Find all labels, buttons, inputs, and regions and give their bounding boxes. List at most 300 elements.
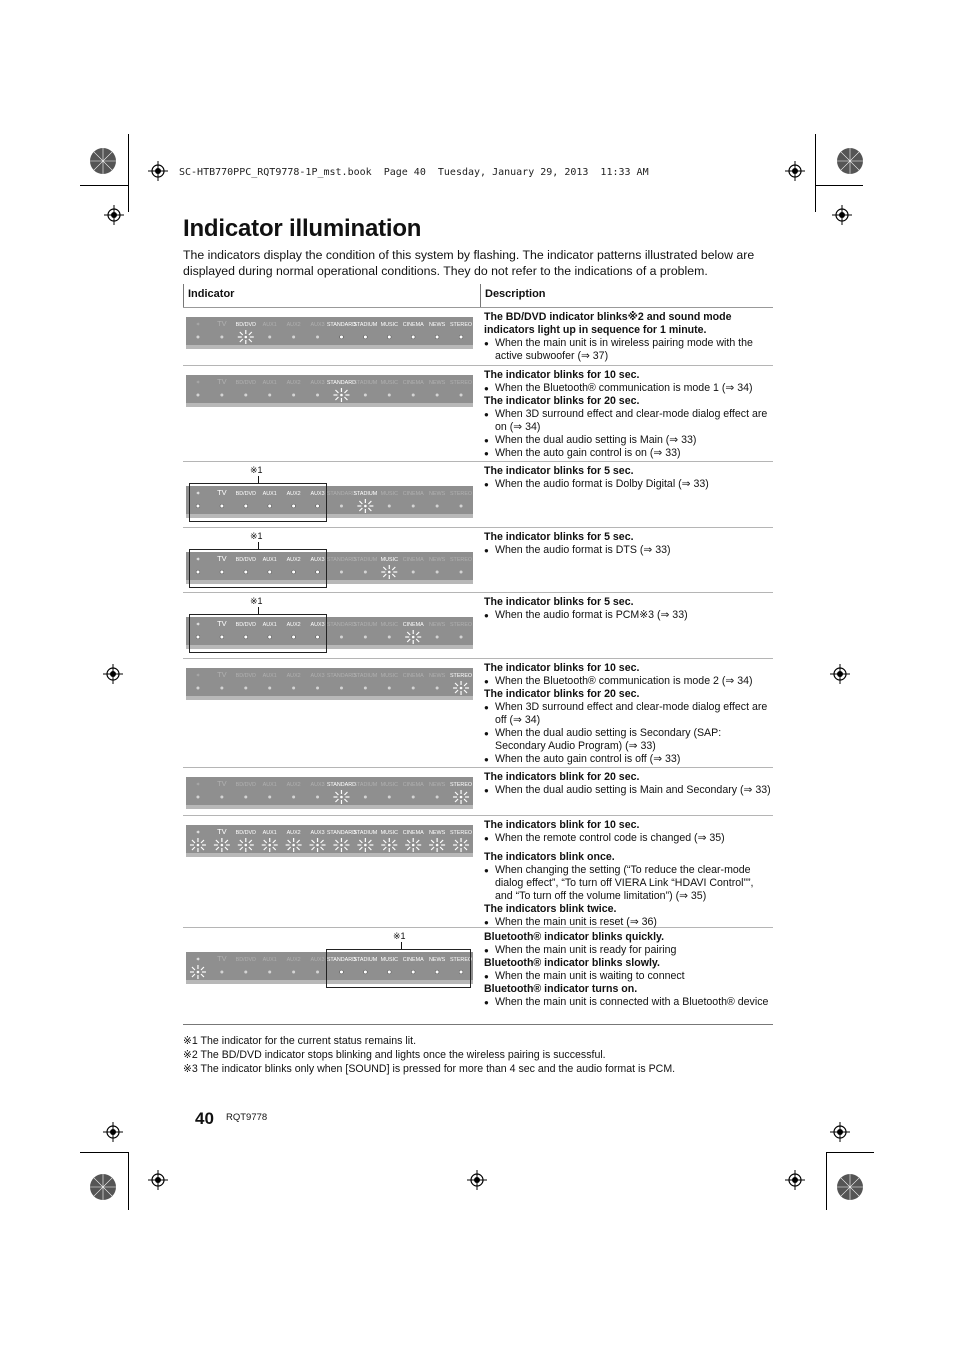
panel-label: CINEMA xyxy=(402,622,424,628)
blinking-light-icon xyxy=(214,838,230,852)
description-heading: The indicators blink twice. xyxy=(484,903,617,915)
dim-light-icon xyxy=(436,505,439,508)
dim-light-icon xyxy=(388,394,391,397)
panel-base xyxy=(186,403,473,407)
panel-label: NEWS xyxy=(429,830,446,836)
panel-label: STEREO xyxy=(449,322,473,328)
dim-light-icon xyxy=(364,394,367,397)
description-cell xyxy=(484,528,773,557)
lit-light-icon xyxy=(363,335,367,339)
blinking-light-icon xyxy=(333,790,349,804)
panel-label: CINEMA xyxy=(402,557,424,563)
table-header xyxy=(183,284,773,308)
panel-label: AUX2 xyxy=(286,557,301,563)
panel-label: STANDARD xyxy=(326,830,357,836)
description-heading: The indicator blinks for 5 sec. xyxy=(484,531,634,543)
table-row xyxy=(183,593,773,659)
blinking-light-icon xyxy=(238,838,254,852)
dim-light-icon xyxy=(436,394,439,397)
blinking-light-icon xyxy=(453,681,469,695)
description-bullet: ● When the audio format is Dolby Digital (⇒ 33) xyxy=(484,478,773,491)
indicator-cell xyxy=(183,816,480,927)
panel-label: CINEMA xyxy=(402,957,424,963)
dim-light-icon xyxy=(436,796,439,799)
crosshair-icon xyxy=(103,1122,123,1142)
description-cell xyxy=(484,816,773,929)
description-bullet: ● When changing the setting (“To reduce the clear-mode dialog effect”, “To turn off VIERA Link “HDAVI Control””, and “To turn off the volume limitation”) (⇒ 35) xyxy=(484,864,773,903)
panel-label: AUX2 xyxy=(286,830,301,836)
description-cell xyxy=(484,768,773,797)
registration-sun-icon xyxy=(836,147,864,175)
dim-light-icon xyxy=(220,796,223,799)
panel-label: AUX3 xyxy=(310,380,325,386)
panel-label: STEREO xyxy=(449,380,473,386)
dim-light-icon xyxy=(292,796,295,799)
description-cell xyxy=(484,366,773,460)
dim-light-icon xyxy=(364,796,367,799)
marker-leader-line xyxy=(258,476,259,483)
dim-light-icon xyxy=(412,687,415,690)
indicator-cell xyxy=(183,308,480,365)
crosshair-icon xyxy=(832,205,852,225)
panel-label: TV xyxy=(217,670,227,679)
panel-label: TV xyxy=(217,554,227,563)
indicator-panel-graphic xyxy=(186,777,473,811)
dim-light-icon xyxy=(244,796,247,799)
panel-base xyxy=(186,696,473,700)
panel-label: AUX2 xyxy=(286,622,301,628)
footnotes xyxy=(183,1034,773,1076)
description-bullet: ● When the remote control code is changed (⇒ 35) xyxy=(484,832,773,845)
description-bullet: ● When the Bluetooth® communication is mode 1 (⇒ 34) xyxy=(484,382,773,395)
description-heading: The indicators blink once. xyxy=(484,851,615,863)
blinking-light-icon xyxy=(262,838,278,852)
registration-sun-icon xyxy=(836,1173,864,1201)
panel-base xyxy=(186,345,473,349)
dim-light-icon xyxy=(196,394,199,397)
blinking-light-icon xyxy=(429,838,445,852)
dim-light-icon xyxy=(364,687,367,690)
panel-label: ✶ xyxy=(195,622,201,628)
panel-label: NEWS xyxy=(429,622,446,628)
panel-label: STADIUM xyxy=(353,782,378,788)
current-status-frame xyxy=(189,549,327,588)
indicator-panel xyxy=(186,825,473,859)
panel-label: AUX1 xyxy=(262,322,277,328)
description-cell xyxy=(484,593,773,622)
blinking-light-icon xyxy=(238,330,254,344)
description-heading: The indicators blink for 20 sec. xyxy=(484,771,640,783)
panel-label: ✶ xyxy=(195,673,201,679)
dim-light-icon xyxy=(220,687,223,690)
panel-label: AUX3 xyxy=(310,830,325,836)
panel-label: STEREO xyxy=(449,957,473,963)
footnote: ※1 The indicator for the current status remains lit. xyxy=(183,1035,417,1047)
indicator-cell xyxy=(183,462,480,527)
panel-label: BD/DVD xyxy=(235,557,256,563)
panel-label: AUX1 xyxy=(262,491,277,497)
indicator-panel-graphic xyxy=(186,317,473,351)
panel-label: STEREO xyxy=(449,557,473,563)
dim-light-icon xyxy=(220,394,223,397)
panel-label: AUX2 xyxy=(286,957,301,963)
panel-label: ✶ xyxy=(195,830,201,836)
blinking-light-icon xyxy=(357,838,373,852)
table-body xyxy=(183,308,773,1025)
footnote-marker: ※1 xyxy=(250,596,263,606)
lit-light-icon xyxy=(411,335,415,339)
panel-label: ✶ xyxy=(195,491,201,497)
blinking-light-icon xyxy=(453,790,469,804)
dim-light-icon xyxy=(268,796,271,799)
panel-label: NEWS xyxy=(429,491,446,497)
dim-light-icon xyxy=(316,796,319,799)
table-row xyxy=(183,308,773,366)
panel-label: MUSIC xyxy=(380,830,398,836)
indicator-panel xyxy=(186,668,473,702)
panel-label: STEREO xyxy=(449,830,473,836)
dim-light-icon xyxy=(316,336,319,339)
description-bullet: ● When the auto gain control is on (⇒ 33) xyxy=(484,447,773,460)
panel-label: CINEMA xyxy=(402,782,424,788)
blinking-light-icon xyxy=(310,838,326,852)
description-bullet: ● When the dual audio setting is Main (⇒ 33) xyxy=(484,434,773,447)
panel-label: STANDARD xyxy=(326,622,357,628)
footnote-marker: ※1 xyxy=(393,931,406,941)
description-bullet: ● When the dual audio setting is Main and Secondary (⇒ 33) xyxy=(484,784,773,797)
lit-light-icon xyxy=(435,335,439,339)
indicator-panel xyxy=(186,777,473,811)
panel-label: BD/DVD xyxy=(235,322,256,328)
blinking-light-icon xyxy=(405,838,421,852)
description-heading: The indicator blinks for 10 sec. xyxy=(484,662,640,674)
panel-label: ✶ xyxy=(195,322,201,328)
panel-label: CINEMA xyxy=(402,322,424,328)
intro-paragraph: The indicators display the condition of this system by flashing. The indicator patterns illustrated below are displayed during normal operational conditions. They do not refer to the indications of a problem. xyxy=(183,248,755,278)
panel-label: BD/DVD xyxy=(235,380,256,386)
indicator-cell xyxy=(183,928,480,1024)
marker-leader-line xyxy=(258,542,259,549)
dim-light-icon xyxy=(244,687,247,690)
dim-light-icon xyxy=(364,636,367,639)
dim-light-icon xyxy=(292,687,295,690)
document-id: RQT9778 xyxy=(226,1112,268,1123)
dim-light-icon xyxy=(412,571,415,574)
dim-light-icon xyxy=(460,505,463,508)
panel-label: AUX1 xyxy=(262,380,277,386)
indicator-table xyxy=(183,284,773,1025)
panel-label: NEWS xyxy=(429,557,446,563)
description-bullet: ● When the main unit is waiting to connect xyxy=(484,970,773,983)
registration-sun-icon xyxy=(89,147,117,175)
panel-label: CINEMA xyxy=(402,380,424,386)
table-row xyxy=(183,816,773,928)
panel-label: AUX2 xyxy=(286,380,301,386)
panel-label: STEREO xyxy=(449,782,473,788)
dim-light-icon xyxy=(220,336,223,339)
dim-light-icon xyxy=(196,687,199,690)
panel-label: AUX3 xyxy=(310,622,325,628)
panel-label: STADIUM xyxy=(353,557,378,563)
panel-label: AUX1 xyxy=(262,557,277,563)
dim-light-icon xyxy=(436,687,439,690)
panel-label: CINEMA xyxy=(402,491,424,497)
indicator-panel xyxy=(186,375,473,409)
panel-label: AUX3 xyxy=(310,673,325,679)
indicator-panel-graphic xyxy=(186,668,473,702)
panel-label: NEWS xyxy=(429,782,446,788)
description-bullet: ● When the main unit is connected with a Bluetooth® device xyxy=(484,996,773,1009)
indicator-cell xyxy=(183,659,480,767)
description-bullet: ● When the auto gain control is off (⇒ 33) xyxy=(484,753,773,766)
panel-label: STANDARD xyxy=(326,957,357,963)
panel-label: BD/DVD xyxy=(235,830,256,836)
dim-light-icon xyxy=(316,687,319,690)
panel-label: AUX2 xyxy=(286,491,301,497)
panel-label: STADIUM xyxy=(353,957,378,963)
dim-light-icon xyxy=(460,571,463,574)
panel-label: AUX1 xyxy=(262,673,277,679)
dim-light-icon xyxy=(268,687,271,690)
page-number: 40 xyxy=(195,1109,214,1128)
dim-light-icon xyxy=(196,336,199,339)
indicator-cell xyxy=(183,366,480,461)
panel-label: TV xyxy=(217,319,227,328)
panel-label: NEWS xyxy=(429,957,446,963)
footnote-marker: ※1 xyxy=(250,531,263,541)
panel-label: NEWS xyxy=(429,322,446,328)
panel-label: AUX2 xyxy=(286,782,301,788)
panel-label: BD/DVD xyxy=(235,491,256,497)
panel-label: STANDARD xyxy=(326,557,357,563)
dim-light-icon xyxy=(292,971,295,974)
table-row xyxy=(183,768,773,816)
lit-light-icon xyxy=(387,335,391,339)
dim-light-icon xyxy=(388,796,391,799)
panel-base xyxy=(186,805,473,809)
description-cell xyxy=(484,928,773,1009)
panel-label: STADIUM xyxy=(353,830,378,836)
lit-light-icon xyxy=(459,335,463,339)
marker-leader-line xyxy=(401,942,402,949)
panel-label: MUSIC xyxy=(380,957,398,963)
blinking-light-icon xyxy=(333,838,349,852)
panel-label: TV xyxy=(217,954,227,963)
description-bullet: ● When the dual audio setting is Secondary (SAP: Secondary Audio Program) (⇒ 33) xyxy=(484,727,773,753)
panel-label: STEREO xyxy=(449,673,473,679)
blinking-light-icon xyxy=(286,838,302,852)
crosshair-icon xyxy=(104,205,124,225)
panel-label: TV xyxy=(217,377,227,386)
panel-label: MUSIC xyxy=(380,673,398,679)
description-cell xyxy=(484,659,773,766)
dim-light-icon xyxy=(340,687,343,690)
dim-light-icon xyxy=(436,571,439,574)
crosshair-icon xyxy=(148,1170,168,1190)
panel-label: STANDARD xyxy=(326,322,357,328)
table-row xyxy=(183,462,773,528)
panel-label: NEWS xyxy=(429,380,446,386)
panel-label: AUX1 xyxy=(262,782,277,788)
table-row xyxy=(183,928,773,1025)
panel-label: STADIUM xyxy=(353,622,378,628)
description-bullet: ● When the main unit is ready for pairing xyxy=(484,944,773,957)
indicator-panel xyxy=(186,317,473,351)
panel-label: MUSIC xyxy=(380,557,398,563)
panel-label: ✶ xyxy=(195,782,201,788)
blinking-light-icon xyxy=(190,965,206,979)
dim-light-icon xyxy=(412,796,415,799)
panel-label: BD/DVD xyxy=(235,622,256,628)
description-heading: The BD/DVD indicator blinks※2 and sound mode indicators light up in sequence for 1 minute. xyxy=(484,311,732,336)
panel-label: ✶ xyxy=(195,380,201,386)
blinking-light-icon xyxy=(333,388,349,402)
blinking-light-icon xyxy=(381,838,397,852)
panel-label: TV xyxy=(217,619,227,628)
dim-light-icon xyxy=(412,505,415,508)
description-heading: The indicator blinks for 20 sec. xyxy=(484,688,640,700)
description-bullet: ● When the audio format is DTS (⇒ 33) xyxy=(484,544,773,557)
panel-label: TV xyxy=(217,779,227,788)
dim-light-icon xyxy=(388,687,391,690)
description-cell xyxy=(484,308,773,363)
description-heading: The indicators blink for 10 sec. xyxy=(484,819,640,831)
description-heading: The indicator blinks for 5 sec. xyxy=(484,596,634,608)
panel-label: MUSIC xyxy=(380,380,398,386)
dim-light-icon xyxy=(460,636,463,639)
description-bullet: ● When 3D surround effect and clear-mode dialog effect are off (⇒ 34) xyxy=(484,701,773,727)
footnote: ※2 The BD/DVD indicator stops blinking and lights once the wireless pairing is successful. xyxy=(183,1049,606,1061)
description-heading: The indicator blinks for 10 sec. xyxy=(484,369,640,381)
panel-label: STADIUM xyxy=(353,673,378,679)
blinking-light-icon xyxy=(381,565,397,579)
panel-label: AUX1 xyxy=(262,622,277,628)
panel-label: AUX1 xyxy=(262,830,277,836)
panel-label: TV xyxy=(217,488,227,497)
crosshair-icon xyxy=(103,664,123,684)
panel-label: CINEMA xyxy=(402,673,424,679)
dim-light-icon xyxy=(292,394,295,397)
footnote-marker: ※1 xyxy=(250,465,263,475)
indicator-cell xyxy=(183,528,480,592)
panel-label: AUX2 xyxy=(286,322,301,328)
panel-label: MUSIC xyxy=(380,622,398,628)
book-header-line: SC-HTB770PPC_RQT9778-1P_mst.book Page 40 Tuesday, January 29, 2013 11:33 AM xyxy=(179,167,649,178)
panel-label: AUX2 xyxy=(286,673,301,679)
dim-light-icon xyxy=(460,394,463,397)
crosshair-icon xyxy=(467,1170,487,1190)
dim-light-icon xyxy=(316,394,319,397)
registration-sun-icon xyxy=(89,1173,117,1201)
dim-light-icon xyxy=(268,971,271,974)
dim-light-icon xyxy=(412,394,415,397)
panel-label: STANDARD xyxy=(326,673,357,679)
panel-label: AUX3 xyxy=(310,557,325,563)
panel-label: BD/DVD xyxy=(235,957,256,963)
dim-light-icon xyxy=(436,636,439,639)
current-status-frame xyxy=(189,614,327,653)
panel-label: STADIUM xyxy=(353,380,378,386)
indicator-panel-graphic xyxy=(186,375,473,409)
dim-light-icon xyxy=(316,971,319,974)
dim-light-icon xyxy=(364,571,367,574)
panel-label: MUSIC xyxy=(380,322,398,328)
dim-light-icon xyxy=(196,796,199,799)
description-bullet: ● When the Bluetooth® communication is mode 2 (⇒ 34) xyxy=(484,675,773,688)
panel-label: ✶ xyxy=(195,957,201,963)
description-bullet: ● When the main unit is reset (⇒ 36) xyxy=(484,916,773,929)
description-heading: The indicator blinks for 5 sec. xyxy=(484,465,634,477)
panel-label: AUX3 xyxy=(310,491,325,497)
current-status-frame xyxy=(189,483,327,522)
indicator-cell xyxy=(183,768,480,815)
description-bullet: ● When the audio format is PCM※3 (⇒ 33) xyxy=(484,609,773,622)
dim-light-icon xyxy=(268,336,271,339)
footnote: ※3 The indicator blinks only when [SOUND] is pressed for more than 4 sec and the audio format is PCM. xyxy=(183,1063,676,1075)
dim-light-icon xyxy=(220,971,223,974)
dim-light-icon xyxy=(340,571,343,574)
panel-label: NEWS xyxy=(429,673,446,679)
panel-label: STANDARD xyxy=(326,491,357,497)
crosshair-icon xyxy=(785,161,805,181)
indicator-cell xyxy=(183,593,480,658)
indicator-panel-graphic xyxy=(186,825,473,859)
crosshair-icon xyxy=(148,161,168,181)
panel-label: STANDARD xyxy=(326,782,357,788)
marker-leader-line xyxy=(258,607,259,614)
description-bullet: ● When 3D surround effect and clear-mode dialog effect are on (⇒ 34) xyxy=(484,408,773,434)
blinking-light-icon xyxy=(357,499,373,513)
panel-base xyxy=(186,853,473,857)
panel-label: CINEMA xyxy=(402,830,424,836)
panel-label: TV xyxy=(217,827,227,836)
column-header-description: Description xyxy=(480,284,773,307)
dim-light-icon xyxy=(388,636,391,639)
description-cell xyxy=(484,462,773,491)
panel-label: ✶ xyxy=(195,557,201,563)
crosshair-icon xyxy=(830,1122,850,1142)
panel-label: AUX3 xyxy=(310,782,325,788)
description-heading: Bluetooth® indicator blinks slowly. xyxy=(484,957,660,969)
panel-label: STEREO xyxy=(449,622,473,628)
crosshair-icon xyxy=(830,664,850,684)
dim-light-icon xyxy=(340,505,343,508)
panel-label: BD/DVD xyxy=(235,673,256,679)
current-status-frame xyxy=(326,949,471,988)
description-heading: Bluetooth® indicator blinks quickly. xyxy=(484,931,665,943)
column-header-indicator: Indicator xyxy=(183,284,480,307)
lit-light-icon xyxy=(340,335,344,339)
description-bullet: ● When the main unit is in wireless pairing mode with the active subwoofer (⇒ 37) xyxy=(484,337,773,363)
page-title: Indicator illumination xyxy=(183,215,422,242)
dim-light-icon xyxy=(388,505,391,508)
blinking-light-icon xyxy=(405,630,421,644)
panel-label: MUSIC xyxy=(380,782,398,788)
panel-label: AUX1 xyxy=(262,957,277,963)
table-row xyxy=(183,659,773,768)
panel-label: STEREO xyxy=(449,491,473,497)
dim-light-icon xyxy=(244,971,247,974)
table-row xyxy=(183,366,773,462)
panel-label: STANDARD xyxy=(326,380,357,386)
blinking-light-icon xyxy=(453,838,469,852)
dim-light-icon xyxy=(340,636,343,639)
dim-light-icon xyxy=(244,394,247,397)
description-heading: Bluetooth® indicator turns on. xyxy=(484,983,638,995)
dim-light-icon xyxy=(292,336,295,339)
panel-label: STADIUM xyxy=(353,322,378,328)
crosshair-icon xyxy=(785,1170,805,1190)
